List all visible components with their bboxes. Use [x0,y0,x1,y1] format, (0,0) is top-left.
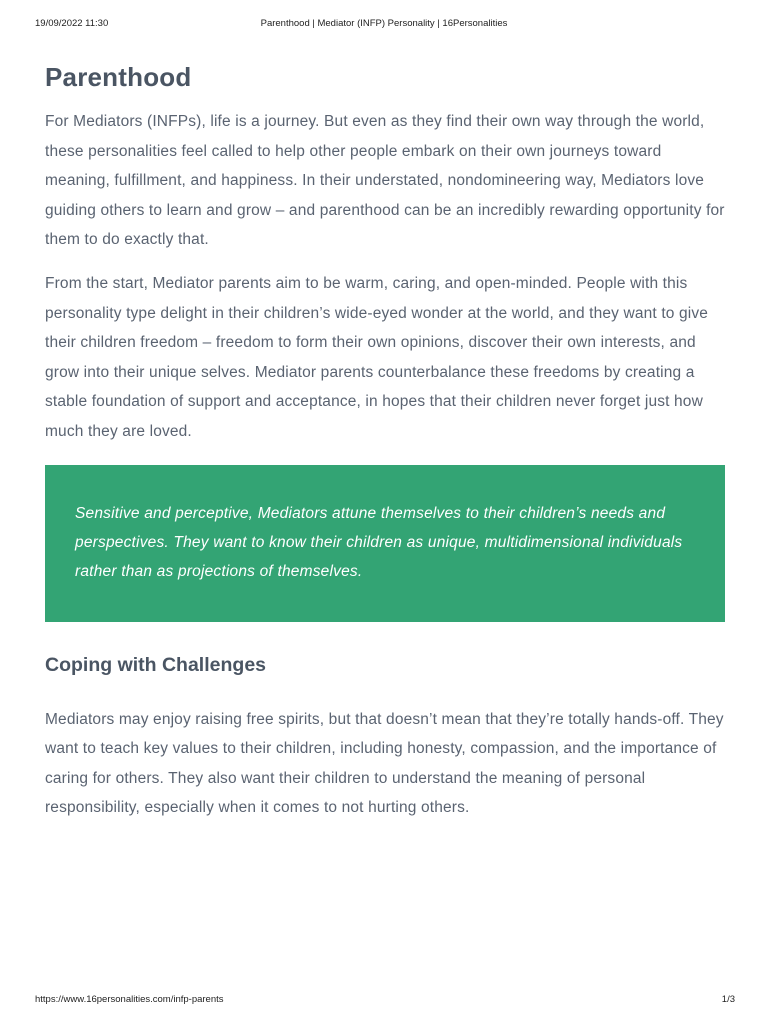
section-heading-parenthood: Parenthood [45,62,192,92]
subheading-coping-with-challenges: Coping with Challenges [45,653,267,676]
article-content [45,60,725,823]
print-footer [0,994,768,1008]
print-document-title: Parenthood | Mediator (INFP) Personality | 16Personalities [260,18,508,29]
paragraph-coping: Mediators may enjoy raising free spirits, but that doesn’t mean that they’re totally hands-off. They want to teach key values to their children, including honesty, compassion, and the importance of caring for others. They also want their children to understand the meaning of personal responsibility, especially when it comes to not hurting others. [45,710,724,817]
print-header [0,18,768,32]
paragraph-from-the-start: From the start, Mediator parents aim to be warm, caring, and open-minded. People with this personality type delight in their children’s wide-eyed wonder at the world, and they want to give their children freedom – freedom to form their own opinions, discover their own interests, and grow into their unique selves. Mediator parents counterbalance these freedoms by creating a stable foundation of support and acceptance, in hopes that their children never forget just how much they are loved. [45,274,709,440]
print-page-number: 1/3 [721,994,735,1005]
print-datetime: 19/09/2022 11:30 [35,18,109,29]
print-source-url[interactable]: https://www.16personalities.com/infp-parents [35,994,224,1005]
highlight-quote-box [45,465,725,622]
highlight-quote-text: Sensitive and perceptive, Mediators attune themselves to their children’s needs and perspectives. They want to know their children as unique, multidimensional individuals rather than as projections of themselves. [75,504,683,581]
paragraph-intro: For Mediators (INFPs), life is a journey. But even as they find their own way through the world, these personalities feel called to help other people embark on their own journeys toward meaning, fulfillment, and happiness. In their understated, nondomineering way, Mediators love guiding others to learn and grow – and parenthood can be an incredibly rewarding opportunity for them to do exactly that. [45,113,725,249]
